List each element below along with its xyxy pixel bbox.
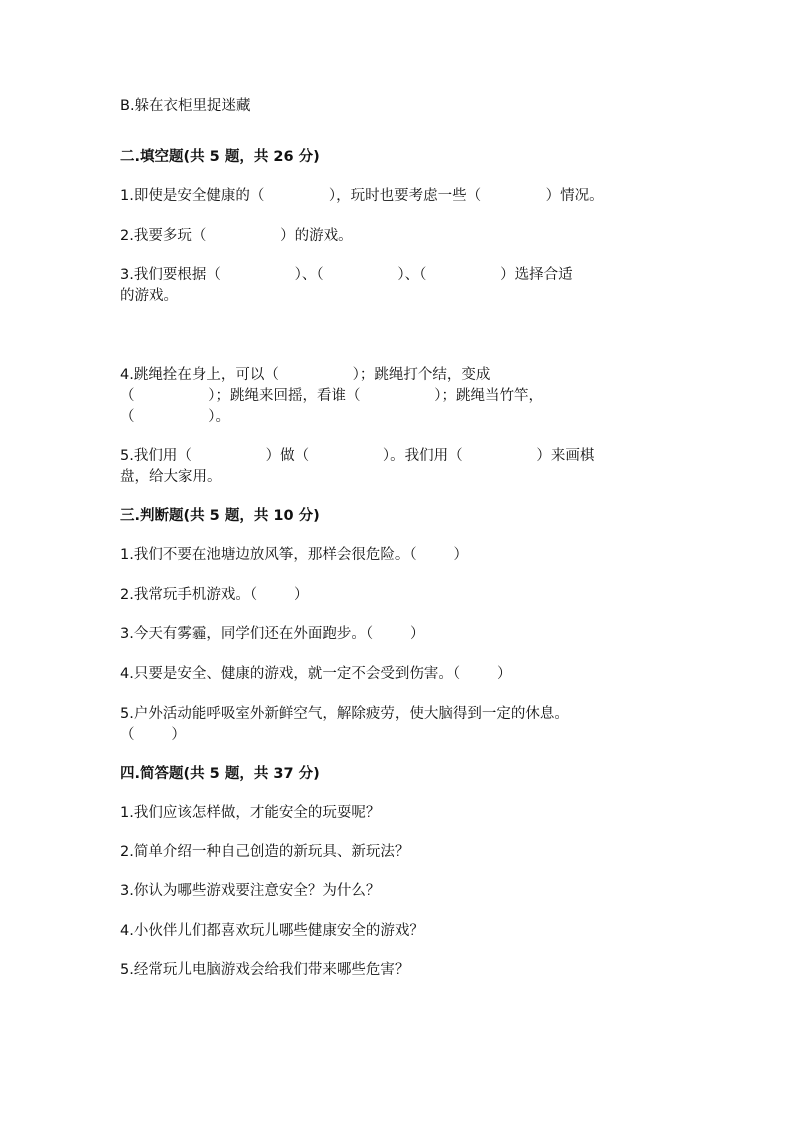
true-false-question-2: 2.我常玩手机游戏。（ ） xyxy=(120,587,309,603)
fill-blank-question-5-line-2: 盘，给大家用。 xyxy=(120,469,222,485)
fill-blank-question-5-line-1: 5.我们用（ ）做（ ）。我们用（ ）来画棋 xyxy=(120,448,595,464)
choice-option-b: B.躲在衣柜里捉迷藏 xyxy=(120,98,251,114)
true-false-question-4: 4.只要是安全、健康的游戏，就一定不会受到伤害。（ ） xyxy=(120,666,512,682)
section-heading-true-false: 三.判断题(共 5 题，共 10 分) xyxy=(120,508,320,524)
short-answer-question-3: 3.你认为哪些游戏要注意安全？为什么？ xyxy=(120,883,381,899)
section-heading-fill-blank: 二.填空题(共 5 题，共 26 分) xyxy=(120,149,320,165)
short-answer-question-4: 4.小伙伴儿们都喜欢玩儿哪些健康安全的游戏？ xyxy=(120,923,424,939)
fill-blank-question-3-line-1: 3.我们要根据（ ）、（ ）、（ ）选择合适 xyxy=(120,267,573,283)
fill-blank-question-2: 2.我要多玩（ ）的游戏。 xyxy=(120,228,353,244)
fill-blank-question-4-line-2: （ ）；跳绳来回摇，看谁（ ）；跳绳当竹竿， xyxy=(120,388,543,404)
true-false-question-1: 1.我们不要在池塘边放风筝，那样会很危险。（ ） xyxy=(120,547,468,563)
short-answer-question-5: 5.经常玩儿电脑游戏会给我们带来哪些危害？ xyxy=(120,962,410,978)
short-answer-question-1: 1.我们应该怎样做，才能安全的玩耍呢？ xyxy=(120,805,381,821)
fill-blank-question-4-line-3: （ ）。 xyxy=(120,409,230,425)
true-false-question-5-line-2: （ ） xyxy=(120,727,186,743)
fill-blank-question-3-line-2: 的游戏。 xyxy=(120,288,178,304)
true-false-question-3: 3.今天有雾霾，同学们还在外面跑步。（ ） xyxy=(120,626,425,642)
true-false-question-5-line-1: 5.户外活动能呼吸室外新鲜空气，解除疲劳，使大脑得到一定的休息。 xyxy=(120,706,569,722)
fill-blank-question-1: 1.即使是安全健康的（ ），玩时也要考虑一些（ ）情况。 xyxy=(120,188,604,204)
section-heading-short-answer: 四.简答题(共 5 题，共 37 分) xyxy=(120,766,320,782)
short-answer-question-2: 2.简单介绍一种自己创造的新玩具、新玩法？ xyxy=(120,844,410,860)
fill-blank-question-4-line-1: 4.跳绳拴在身上，可以（ ）；跳绳打个结，变成 xyxy=(120,367,491,383)
